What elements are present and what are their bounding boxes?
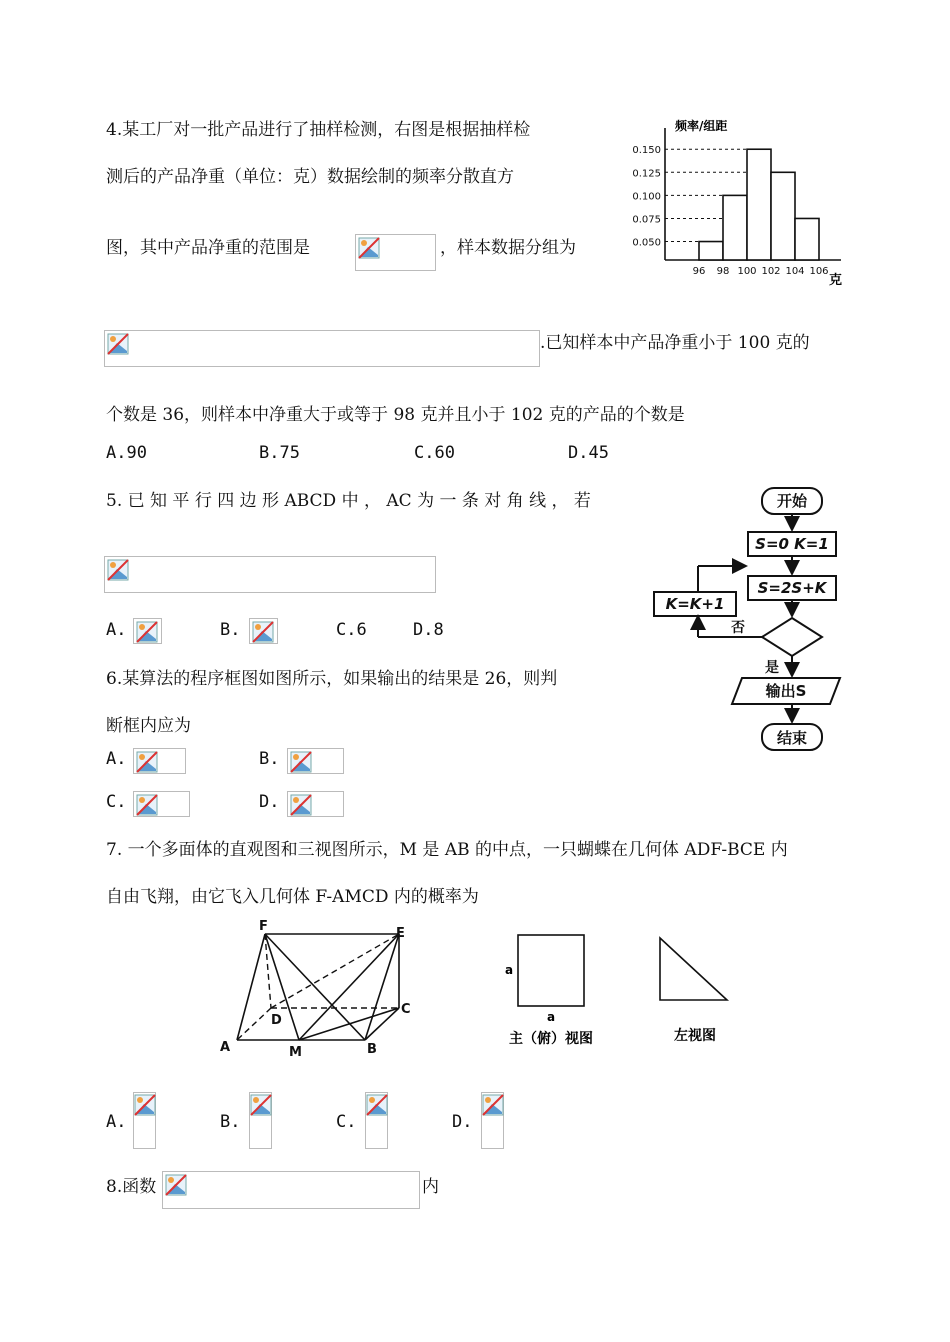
- q6-option-c[interactable]: C.: [106, 792, 127, 812]
- formula-image-range: [355, 234, 436, 271]
- flow-end-text: 结束: [776, 729, 808, 747]
- x-tick-label: 106: [809, 266, 829, 277]
- x-tick-label: 102: [761, 266, 781, 277]
- broken-image-icon: [136, 751, 158, 773]
- flow-yes-label: 是: [765, 660, 779, 676]
- flow-no-label: 否: [731, 620, 745, 636]
- q8-pre: 8.函数: [106, 1177, 157, 1197]
- q6-option-b-image: [287, 748, 344, 774]
- vertex-f: F: [259, 919, 268, 934]
- histogram-xlabel: 克: [829, 273, 843, 288]
- q4-option-a[interactable]: A.90: [106, 443, 147, 463]
- histogram-ylabel: 频率/组距: [675, 119, 728, 133]
- q4-option-d[interactable]: D.45: [568, 443, 609, 463]
- formula-image-function: [162, 1171, 420, 1209]
- q7-line2: 自由飞翔，由它飞入几何体 F-AMCD 内的概率为: [106, 887, 479, 907]
- x-tick-label: 96: [692, 266, 706, 277]
- q4-option-c[interactable]: C.60: [414, 443, 455, 463]
- side-view: [650, 930, 750, 1048]
- q6-option-a[interactable]: A.: [106, 749, 127, 769]
- q5-line1: 5. 已 知 平 行 四 边 形 ABCD 中 ， AC 为 一 条 对 角 线 ， 若: [106, 491, 591, 511]
- histogram-bar: [699, 242, 723, 260]
- y-tick-label: 0.050: [632, 237, 661, 249]
- q5-option-b-image: [249, 618, 278, 644]
- y-tick-label: 0.125: [632, 168, 661, 180]
- q5-option-a-image: [133, 618, 162, 644]
- q5-option-a[interactable]: A.: [106, 620, 127, 640]
- vertex-c: C: [401, 1002, 411, 1017]
- q4-line3a: 图，其中产品净重的范围是: [106, 238, 310, 258]
- vertex-a: A: [220, 1040, 231, 1055]
- histogram-bar: [771, 172, 795, 260]
- flow-init-text: S=0 K=1: [755, 535, 829, 553]
- q7-line1: 7. 一个多面体的直观图和三视图所示，M 是 AB 的中点，一只蝴蝶在几何体 ADF-BCE 内: [106, 840, 788, 860]
- formula-image-groups: [104, 330, 540, 367]
- q4-line5: 个数是 36，则样本中净重大于或等于 98 克并且小于 102 克的产品的个数是: [106, 405, 685, 425]
- broken-image-icon: [366, 1094, 388, 1116]
- broken-image-icon: [136, 621, 158, 643]
- y-tick-label: 0.100: [632, 191, 661, 203]
- formula-image-vectors: [104, 556, 436, 593]
- q5-option-c[interactable]: C.6: [336, 620, 367, 640]
- q7-option-b[interactable]: B.: [220, 1112, 241, 1132]
- broken-image-icon: [136, 794, 158, 816]
- broken-image-icon: [290, 751, 312, 773]
- x-tick-label: 104: [785, 266, 805, 277]
- q4-line4: .已知样本中产品净重小于 100 克的: [540, 333, 810, 353]
- q6-line2: 断框内应为: [106, 716, 191, 736]
- broken-image-icon: [482, 1094, 504, 1116]
- flow-decision-node: [762, 618, 822, 656]
- side-view-caption: 左视图: [674, 1028, 716, 1044]
- flow-start-text: 开始: [776, 492, 808, 510]
- x-tick-label: 98: [716, 266, 730, 277]
- frequency-histogram: [625, 110, 850, 290]
- x-tick-label: 100: [737, 266, 757, 277]
- q6-option-b[interactable]: B.: [259, 749, 280, 769]
- q7-option-d[interactable]: D.: [452, 1112, 473, 1132]
- q6-option-d-image: [287, 791, 344, 817]
- vertex-d: D: [271, 1013, 282, 1028]
- vertex-m: M: [289, 1045, 302, 1060]
- q6-option-c-image: [133, 791, 190, 817]
- q7-option-a[interactable]: A.: [106, 1112, 127, 1132]
- front-view-caption: 主（俯）视图: [509, 1031, 593, 1047]
- broken-image-icon: [165, 1174, 187, 1196]
- histogram-bar: [723, 195, 747, 260]
- front-view-square: [518, 935, 584, 1006]
- front-top-view: [495, 930, 605, 1048]
- q6-line1: 6.某算法的程序框图如图所示，如果输出的结果是 26，则判: [106, 669, 558, 689]
- q6-option-d[interactable]: D.: [259, 792, 280, 812]
- q4-option-b[interactable]: B.75: [259, 443, 300, 463]
- q4-line1: 4.某工厂对一批产品进行了抽样检测，右图是根据抽样检: [106, 120, 531, 140]
- q5-option-d[interactable]: D.8: [413, 620, 444, 640]
- histogram-bar: [795, 218, 819, 260]
- flow-incr-text: K=K+1: [665, 595, 725, 613]
- q5-option-b[interactable]: B.: [220, 620, 241, 640]
- q7-option-b-image: [249, 1092, 272, 1149]
- broken-image-icon: [107, 559, 129, 581]
- vertex-e: E: [396, 926, 405, 941]
- flow-output-text: 输出S: [765, 682, 807, 700]
- y-tick-label: 0.075: [632, 214, 661, 226]
- broken-image-icon: [252, 621, 274, 643]
- broken-image-icon: [358, 237, 380, 259]
- broken-image-icon: [134, 1094, 156, 1116]
- q6-option-a-image: [133, 748, 186, 774]
- broken-image-icon: [107, 333, 129, 355]
- q7-option-c-image: [365, 1092, 388, 1149]
- q7-option-c[interactable]: C.: [336, 1112, 357, 1132]
- broken-image-icon: [250, 1094, 272, 1116]
- q7-option-a-image: [133, 1092, 156, 1149]
- program-flowchart: [650, 482, 850, 762]
- flow-update-text: S=2S+K: [757, 579, 827, 597]
- q7-option-d-image: [481, 1092, 504, 1149]
- q4-line3b: ，样本数据分组为: [440, 238, 576, 258]
- side-view-triangle: [660, 938, 727, 1000]
- broken-image-icon: [290, 794, 312, 816]
- y-tick-label: 0.150: [632, 145, 661, 157]
- front-view-side-label: a: [505, 963, 514, 977]
- histogram-bar: [747, 149, 771, 260]
- polyhedron-figure: [215, 918, 425, 1063]
- vertex-b: B: [367, 1042, 377, 1057]
- q8-post: 内: [422, 1177, 439, 1197]
- front-view-bottom-label: a: [547, 1010, 556, 1024]
- q4-line2: 测后的产品净重（单位：克）数据绘制的频率分散直方: [106, 167, 514, 187]
